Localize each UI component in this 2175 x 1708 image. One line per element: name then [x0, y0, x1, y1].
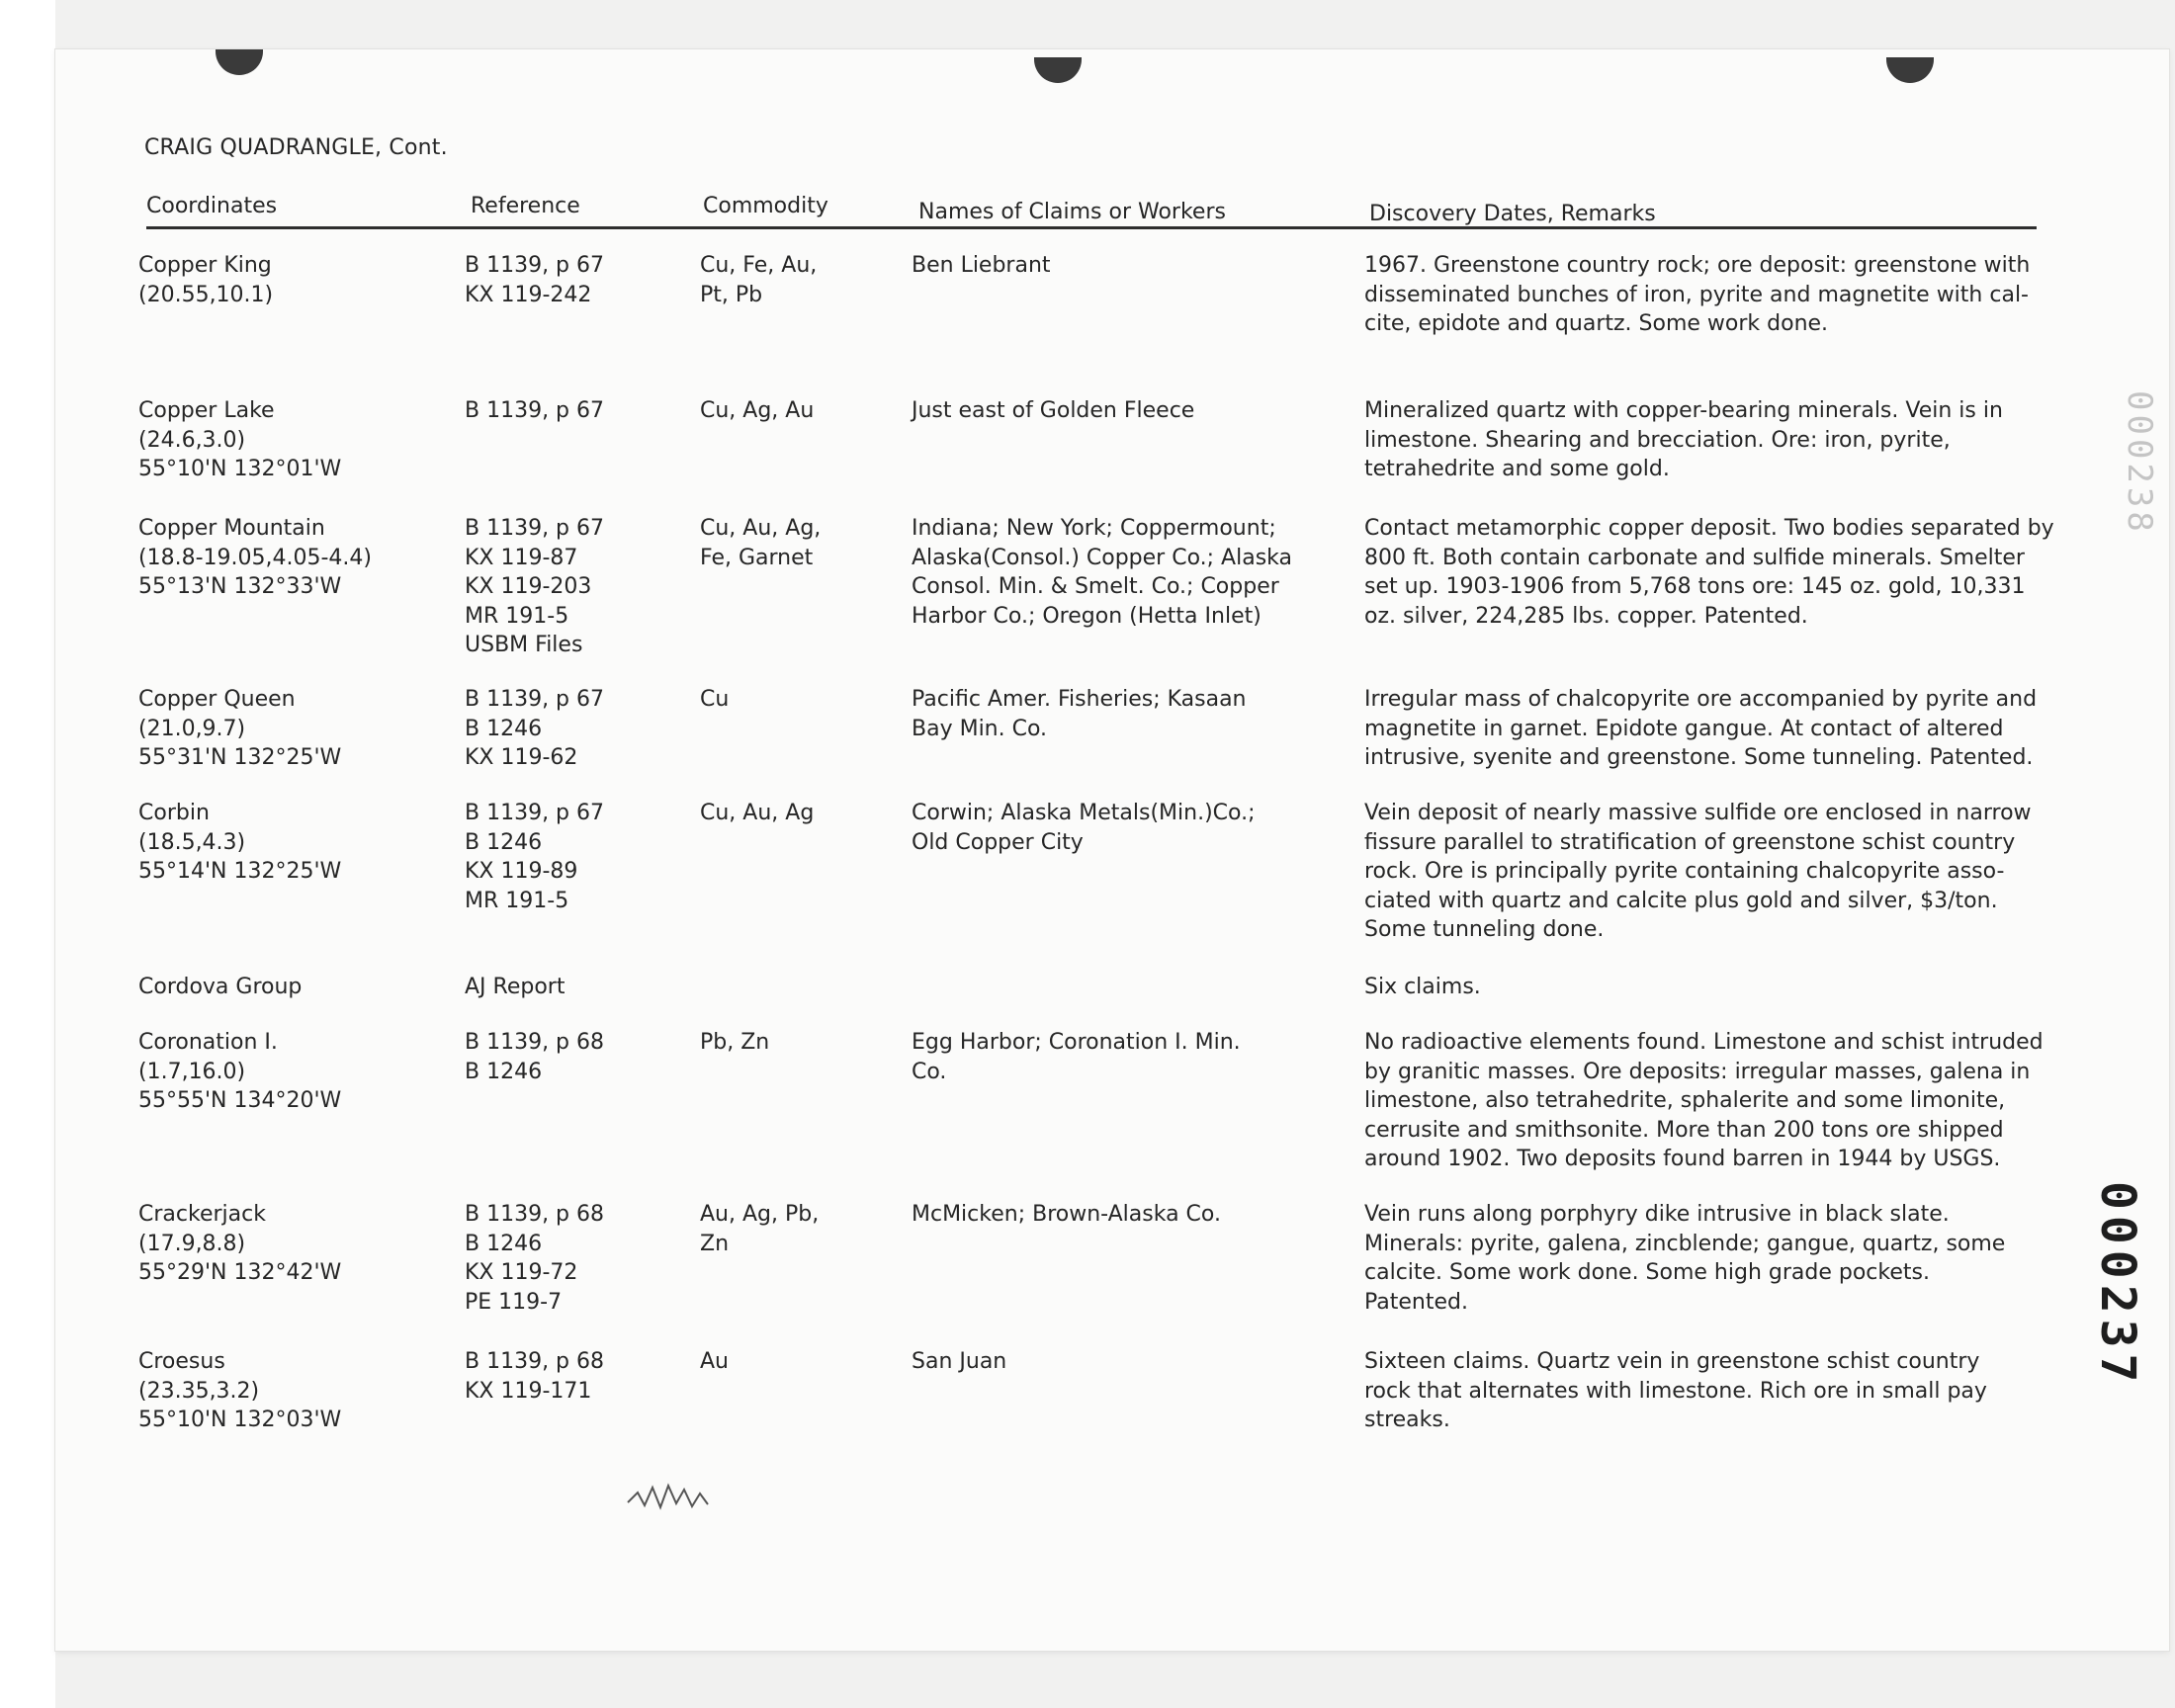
reference-line: B 1246: [465, 716, 543, 741]
header-commodity: Commodity: [703, 194, 828, 218]
remarks-line: calcite. Some work done. Some high grade pockets.: [1364, 1260, 1930, 1285]
reference-line: B 1139, p 67: [465, 516, 605, 541]
names-line: Harbor Co.; Oregon (Hetta Inlet): [912, 603, 1262, 629]
reference-line: B 1246: [465, 829, 543, 855]
reference-line: KX 119-87: [465, 545, 578, 570]
reference-line: PE 119-7: [465, 1289, 563, 1315]
coordinates-line: Cordova Group: [138, 975, 303, 999]
cell-commodity: [700, 396, 908, 426]
remarks-line: around 1902. Two deposits found barren in 1944 by USGS.: [1364, 1147, 2001, 1171]
cell-names: [912, 1028, 1327, 1086]
reference-line: KX 119-72: [465, 1260, 578, 1285]
remarks-line: magnetite in garnet. Epidote gangue. At contact of altered: [1364, 716, 2004, 741]
header-coordinates: Coordinates: [146, 194, 278, 218]
page-title: CRAIG QUADRANGLE, Cont.: [144, 135, 448, 160]
cell-reference: [465, 1028, 692, 1086]
cell-remarks: [1364, 973, 2056, 1002]
remarks-line: No radioactive elements found. Limestone and schist intruded: [1364, 1030, 2044, 1055]
coordinates-line: 55°13'N 132°33'W: [138, 574, 342, 599]
cell-commodity: [700, 685, 908, 715]
reference-line: B 1139, p 67: [465, 687, 605, 712]
names-line: Alaska(Consol.) Copper Co.; Alaska: [912, 545, 1292, 570]
cell-coordinates: [138, 1347, 455, 1435]
reference-line: B 1139, p 67: [465, 801, 605, 825]
cell-reference: [465, 396, 692, 426]
remarks-line: ciated with quartz and calcite plus gold and silver, $3/ton.: [1364, 888, 1998, 913]
names-line: Egg Harbor; Coronation I. Min.: [912, 1030, 1241, 1055]
names-line: Co.: [912, 1059, 947, 1084]
header-remarks: Discovery Dates, Remarks: [1369, 202, 1656, 226]
reference-line: KX 119-171: [465, 1378, 592, 1404]
reference-line: B 1139, p 68: [465, 1202, 605, 1227]
coordinates-line: 55°31'N 132°25'W: [138, 745, 342, 770]
cell-commodity: [700, 1347, 908, 1377]
remarks-line: disseminated bunches of iron, pyrite and magnetite with cal-: [1364, 282, 2029, 307]
remarks-line: oz. silver, 224,285 lbs. copper. Patented.: [1364, 603, 1808, 629]
cell-reference: [465, 973, 692, 1002]
coordinates-line: Copper Queen: [138, 687, 296, 712]
coordinates-line: Coronation I.: [138, 1030, 278, 1055]
commodity-line: Cu, Fe, Au,: [700, 253, 818, 278]
reference-line: B 1139, p 68: [465, 1030, 605, 1055]
cell-reference: [465, 799, 692, 915]
cell-commodity: [700, 1200, 908, 1258]
names-line: McMicken; Brown-Alaska Co.: [912, 1202, 1221, 1227]
commodity-line: Au, Ag, Pb,: [700, 1202, 820, 1227]
cell-commodity: [700, 799, 908, 828]
remarks-line: intrusive, syenite and greenstone. Some tunneling. Patented.: [1364, 745, 2034, 770]
cell-remarks: [1364, 685, 2056, 773]
cell-coordinates: [138, 396, 455, 484]
coordinates-line: Crackerjack: [138, 1202, 266, 1227]
scribble-mark: [623, 1458, 741, 1517]
cell-remarks: [1364, 1028, 2056, 1174]
cell-reference: [465, 685, 692, 773]
remarks-line: limestone, also tetrahedrite, sphalerite and some limonite,: [1364, 1088, 2006, 1113]
remarks-line: cite, epidote and quartz. Some work done.: [1364, 311, 1829, 336]
remarks-line: rock that alternates with limestone. Rich ore in small pay: [1364, 1378, 1987, 1404]
names-line: San Juan: [912, 1349, 1007, 1374]
cell-remarks: [1364, 1200, 2056, 1317]
coordinates-line: Copper Mountain: [138, 516, 325, 541]
remarks-line: 1967. Greenstone country rock; ore deposit: greenstone with: [1364, 253, 2031, 278]
coordinates-line: (1.7,16.0): [138, 1059, 246, 1084]
cell-remarks: [1364, 251, 2056, 339]
names-line: Ben Liebrant: [912, 253, 1051, 278]
cell-coordinates: [138, 251, 455, 309]
commodity-line: Cu, Au, Ag: [700, 801, 815, 825]
cell-reference: [465, 251, 692, 309]
remarks-line: Minerals: pyrite, galena, zincblende; gangue, quartz, some: [1364, 1231, 2006, 1256]
remarks-line: Patented.: [1364, 1289, 1468, 1315]
reference-line: KX 119-62: [465, 745, 578, 770]
coordinates-line: (21.0,9.7): [138, 716, 246, 741]
cell-remarks: [1364, 396, 2056, 484]
remarks-line: limestone. Shearing and brecciation. Ore: iron, pyrite,: [1364, 427, 1951, 453]
cell-coordinates: [138, 1028, 455, 1116]
coordinates-line: (17.9,8.8): [138, 1231, 246, 1256]
coordinates-line: 55°55'N 134°20'W: [138, 1088, 342, 1113]
reference-line: USBM Files: [465, 633, 583, 657]
remarks-line: Sixteen claims. Quartz vein in greenstone schist country: [1364, 1349, 1980, 1374]
cell-remarks: [1364, 1347, 2056, 1435]
names-line: Just east of Golden Fleece: [912, 398, 1195, 423]
coordinates-line: Corbin: [138, 801, 210, 825]
names-line: Old Copper City: [912, 829, 1084, 855]
commodity-line: Zn: [700, 1231, 730, 1256]
cell-coordinates: [138, 973, 455, 1002]
coordinates-line: (23.35,3.2): [138, 1378, 260, 1404]
cell-coordinates: [138, 1200, 455, 1288]
cell-coordinates: [138, 514, 455, 602]
coordinates-line: (18.8-19.05,4.05-4.4): [138, 545, 372, 570]
cell-commodity: [700, 251, 908, 309]
coordinates-line: (20.55,10.1): [138, 282, 274, 307]
header-names: Names of Claims or Workers: [918, 200, 1226, 224]
coordinates-line: 55°10'N 132°03'W: [138, 1408, 342, 1432]
coordinates-line: (24.6,3.0): [138, 427, 246, 453]
coordinates-line: Copper King: [138, 253, 272, 278]
commodity-line: Pb, Zn: [700, 1030, 770, 1055]
reference-line: MR 191-5: [465, 603, 569, 629]
names-line: Pacific Amer. Fisheries; Kasaan: [912, 687, 1247, 712]
reference-line: B 1246: [465, 1231, 543, 1256]
remarks-line: Six claims.: [1364, 975, 1481, 999]
coordinates-line: 55°29'N 132°42'W: [138, 1260, 342, 1285]
commodity-line: Cu, Ag, Au: [700, 398, 815, 423]
cell-reference: [465, 1200, 692, 1317]
cell-coordinates: [138, 799, 455, 887]
remarks-line: Irregular mass of chalcopyrite ore accompanied by pyrite and: [1364, 687, 2038, 712]
cell-names: [912, 799, 1327, 857]
document-stamp: 000237: [2090, 1181, 2145, 1389]
remarks-line: Contact metamorphic copper deposit. Two bodies separated by: [1364, 516, 2054, 541]
remarks-line: by granitic masses. Ore deposits: irregular masses, galena in: [1364, 1059, 2031, 1084]
names-line: Corwin; Alaska Metals(Min.)Co.;: [912, 801, 1256, 825]
reference-line: B 1139, p 68: [465, 1349, 605, 1374]
coordinates-line: 55°14'N 132°25'W: [138, 859, 342, 884]
commodity-line: Fe, Garnet: [700, 545, 814, 570]
reference-line: B 1139, p 67: [465, 398, 605, 423]
cell-coordinates: [138, 685, 455, 773]
remarks-line: set up. 1903-1906 from 5,768 tons ore: 145 oz. gold, 10,331: [1364, 574, 2026, 599]
names-line: Consol. Min. & Smelt. Co.; Copper: [912, 574, 1279, 599]
cell-reference: [465, 514, 692, 660]
reference-line: KX 119-242: [465, 282, 592, 307]
header-reference: Reference: [471, 194, 580, 218]
cell-names: [912, 685, 1327, 743]
cell-commodity: [700, 1028, 908, 1058]
cell-names: [912, 514, 1327, 631]
cell-names: [912, 396, 1327, 426]
remarks-line: Some tunneling done.: [1364, 917, 1605, 942]
names-line: Bay Min. Co.: [912, 716, 1048, 741]
remarks-line: 800 ft. Both contain carbonate and sulfide minerals. Smelter: [1364, 545, 2025, 570]
cell-names: [912, 1347, 1327, 1377]
remarks-line: tetrahedrite and some gold.: [1364, 457, 1670, 481]
coordinates-line: Copper Lake: [138, 398, 275, 423]
reference-line: KX 119-203: [465, 574, 592, 599]
remarks-line: Vein deposit of nearly massive sulfide ore enclosed in narrow: [1364, 801, 2032, 825]
names-line: Indiana; New York; Coppermount;: [912, 516, 1276, 541]
coordinates-line: 55°10'N 132°01'W: [138, 457, 342, 481]
cell-remarks: [1364, 799, 2056, 945]
remarks-line: Vein runs along porphyry dike intrusive in black slate.: [1364, 1202, 1950, 1227]
coordinates-line: (18.5,4.3): [138, 829, 246, 855]
reference-line: B 1139, p 67: [465, 253, 605, 278]
commodity-line: Au: [700, 1349, 729, 1374]
cell-names: [912, 251, 1327, 281]
remarks-line: streaks.: [1364, 1408, 1450, 1432]
commodity-line: Pt, Pb: [700, 282, 763, 307]
cell-commodity: [700, 514, 908, 572]
cell-names: [912, 1200, 1327, 1230]
faint-bleed-stamp: 000238: [2120, 390, 2159, 536]
reference-line: AJ Report: [465, 975, 566, 999]
cell-remarks: [1364, 514, 2056, 631]
reference-line: MR 191-5: [465, 888, 569, 913]
remarks-line: fissure parallel to stratification of greenstone schist country: [1364, 829, 2016, 855]
reference-line: KX 119-89: [465, 859, 578, 884]
commodity-line: Cu, Au, Ag,: [700, 516, 822, 541]
remarks-line: cerrusite and smithsonite. More than 200 tons ore shipped: [1364, 1117, 2004, 1143]
coordinates-line: Croesus: [138, 1349, 225, 1374]
reference-line: B 1246: [465, 1059, 543, 1084]
cell-reference: [465, 1347, 692, 1406]
remarks-line: Mineralized quartz with copper-bearing minerals. Vein is in: [1364, 398, 2003, 423]
commodity-line: Cu: [700, 687, 730, 712]
remarks-line: rock. Ore is principally pyrite containing chalcopyrite asso-: [1364, 859, 2005, 884]
